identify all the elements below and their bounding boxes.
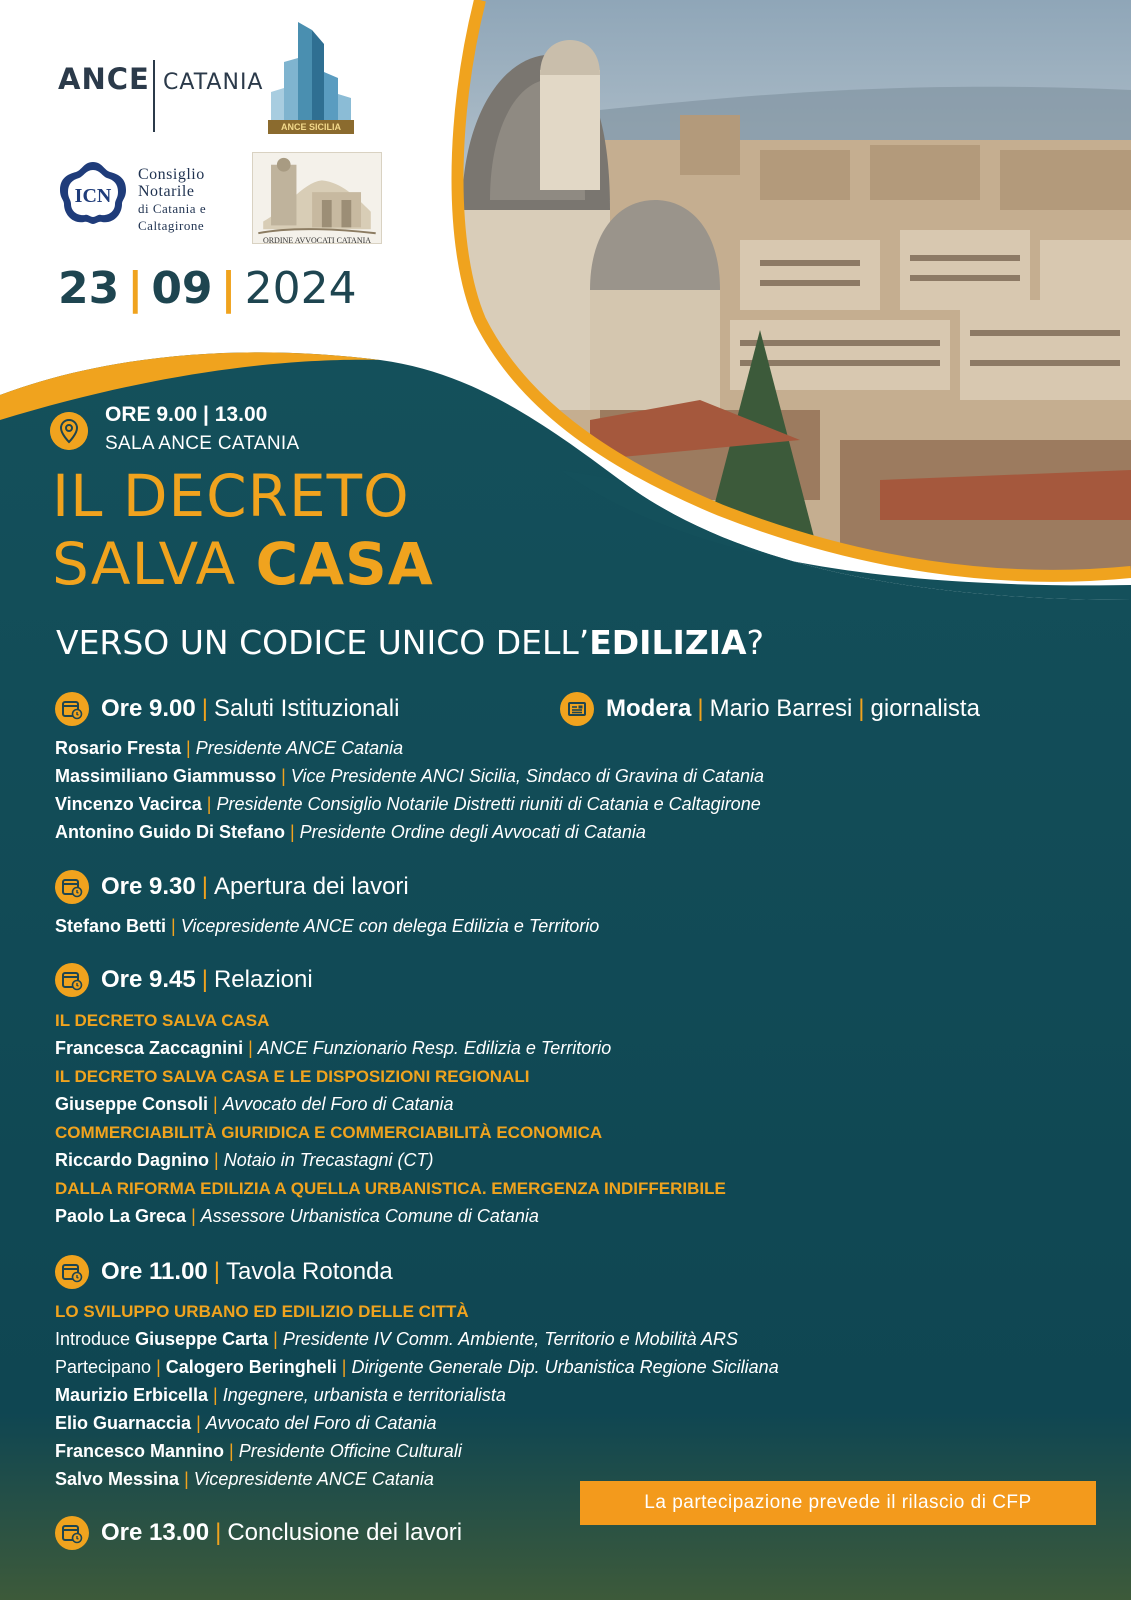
speaker-name: Maurizio Erbicella <box>55 1385 209 1405</box>
speaker-role: ANCE Funzionario Resp. Edilizia e Territorio <box>257 1038 612 1058</box>
speaker-line <box>55 1094 454 1115</box>
pipe-separator: | <box>184 1469 189 1489</box>
calendar-clock-icon <box>55 1255 89 1289</box>
date-year: 2024 <box>244 263 357 314</box>
speaker-line <box>55 1441 462 1462</box>
speaker-line <box>55 1150 433 1171</box>
speaker-line <box>55 822 646 843</box>
speaker-role: Presidente ANCE Catania <box>195 738 404 758</box>
pipe-separator: | <box>196 1413 201 1433</box>
talk-topic: LO SVILUPPO URBANO ED EDILIZIO DELLE CITTÀ <box>55 1302 469 1321</box>
calendar-clock-icon <box>55 692 89 726</box>
title-casa: CASA <box>255 530 434 598</box>
speaker-role: Avvocato del Foro di Catania <box>205 1413 437 1433</box>
talk-topic: COMMERCIABILITÀ GIURIDICA E COMMERCIABILITÀ ECONOMICA <box>55 1123 603 1142</box>
pipe-separator: | <box>214 1150 219 1170</box>
speaker-name: Salvo Messina <box>55 1469 180 1489</box>
speaker-line <box>55 1357 779 1378</box>
section-label: Tavola Rotonda <box>226 1258 393 1285</box>
section-time: Ore 9.45 <box>101 966 196 993</box>
pipe-separator: | <box>697 695 704 722</box>
talk-topic: DALLA RIFORMA EDILIZIA A QUELLA URBANISTICA. EMERGENZA INDIFFERIBILE <box>55 1179 726 1198</box>
pipe-separator: | <box>213 1258 220 1285</box>
notarile-line-2: Notarile <box>138 183 195 200</box>
speaker-name: Elio Guarnaccia <box>55 1413 192 1433</box>
speaker-name: Stefano Betti <box>55 916 167 936</box>
date-separator: | <box>220 263 237 314</box>
speaker-name: Calogero Beringheli <box>165 1357 337 1377</box>
pipe-separator: | <box>206 794 212 814</box>
ance-logo: ANCE <box>58 62 150 96</box>
section-label: Conclusione dei lavori <box>227 1519 463 1546</box>
speaker-role: Dirigente Generale Dip. Urbanistica Regione Siciliana <box>351 1357 779 1377</box>
moderator-name: Mario Barresi <box>709 695 853 722</box>
speaker-line <box>55 1329 738 1350</box>
speaker-role: Avvocato del Foro di Catania <box>222 1094 454 1114</box>
pipe-separator: | <box>201 695 208 722</box>
speaker-role: Presidente IV Comm. Ambiente, Territorio e Mobilità ARS <box>282 1329 738 1349</box>
section-label: Apertura dei lavori <box>213 873 409 900</box>
event-subtitle <box>56 623 764 662</box>
svg-text:ICN: ICN <box>74 185 112 207</box>
introduce-label: Introduce <box>55 1329 131 1349</box>
speaker-role: Vice Presidente ANCI Sicilia, Sindaco di Gravina di Catania <box>290 766 765 786</box>
pipe-separator: | <box>213 1094 218 1114</box>
pipe-separator: | <box>248 1038 253 1058</box>
avvocati-logo-image <box>252 152 382 244</box>
date-separator: | <box>127 263 144 314</box>
date-month: 09 <box>151 263 213 314</box>
speaker-line <box>55 1206 539 1227</box>
location-pin-icon <box>50 412 88 450</box>
partecipano-label: Partecipano <box>55 1357 152 1377</box>
calendar-clock-icon <box>55 1516 89 1550</box>
section-time: Ore 9.30 <box>101 873 196 900</box>
ance-sicilia-logo <box>266 22 356 134</box>
section-label: Saluti Istituzionali <box>213 695 400 722</box>
pipe-separator: | <box>186 738 191 758</box>
speaker-name: Paolo La Greca <box>55 1206 187 1226</box>
pipe-separator: | <box>171 916 176 936</box>
speaker-role: Ingegnere, urbanista e territorialista <box>222 1385 506 1405</box>
event-title-line-1: IL DECRETO <box>52 462 410 530</box>
speaker-name: Massimiliano Giammusso <box>55 766 277 786</box>
pipe-separator: | <box>191 1206 196 1226</box>
speaker-role: Presidente Officine Culturali <box>238 1441 462 1461</box>
section-time: Ore 9.00 <box>101 695 196 722</box>
moderator <box>560 692 980 726</box>
section-tavola-rotonda <box>55 1255 393 1289</box>
calendar-clock-icon <box>55 870 89 904</box>
pipe-separator: | <box>281 766 286 786</box>
pipe-separator: | <box>229 1441 234 1461</box>
section-time: Ore 13.00 <box>101 1519 210 1546</box>
speaker-name: Francesca Zaccagnini <box>55 1038 244 1058</box>
speaker-name: Giuseppe Carta <box>135 1329 269 1349</box>
pipe-separator: | <box>858 695 865 722</box>
notarile-line-1: Consiglio <box>138 166 205 183</box>
notarile-logo-text <box>138 166 206 234</box>
subtitle-part-1: VERSO UN CODICE UNICO DELL’ <box>56 623 590 662</box>
speaker-name: Francesco Mannino <box>55 1441 225 1461</box>
pipe-separator: | <box>289 822 295 842</box>
section-conclusione <box>55 1516 462 1550</box>
speaker-name: Giuseppe Consoli <box>55 1094 209 1114</box>
venue-time: ORE 9.00 | 13.00 <box>105 403 268 426</box>
logo-divider <box>153 60 155 132</box>
venue-place: SALA ANCE CATANIA <box>105 433 300 454</box>
speaker-role: Presidente Consiglio Notarile Distretti riuniti di Catania e Caltagirone <box>216 794 761 814</box>
avvocati-logo-label: ORDINE AVVOCATI CATANIA <box>262 236 372 245</box>
calendar-clock-icon <box>55 963 89 997</box>
speaker-line <box>55 916 599 937</box>
speaker-line <box>55 738 403 759</box>
pipe-separator: | <box>273 1329 278 1349</box>
title-salva: SALVA <box>52 530 256 598</box>
speaker-role: Vicepresidente ANCE Catania <box>193 1469 434 1489</box>
pipe-separator: | <box>156 1357 161 1377</box>
speaker-line <box>55 1038 611 1059</box>
pipe-separator: | <box>341 1357 347 1377</box>
subtitle-part-3: ? <box>746 623 765 662</box>
speaker-name: Rosario Fresta <box>55 738 182 758</box>
speaker-line <box>55 1469 434 1490</box>
notarile-line-3: di Catania e <box>138 201 207 216</box>
speaker-line <box>55 1413 437 1434</box>
section-relazioni <box>55 963 313 997</box>
event-title-line-2 <box>52 530 434 598</box>
date-day: 23 <box>58 263 120 314</box>
pipe-separator: | <box>213 1385 218 1405</box>
speaker-line <box>55 1385 506 1406</box>
moderator-role: giornalista <box>870 695 980 722</box>
talk-topic: IL DECRETO SALVA CASA E LE DISPOSIZIONI REGIONALI <box>55 1067 530 1086</box>
moderator-label: Modera <box>606 695 692 722</box>
pipe-separator: | <box>201 966 208 993</box>
newspaper-icon <box>560 692 594 726</box>
pipe-separator: | <box>215 1519 222 1546</box>
speaker-line <box>55 766 764 787</box>
speaker-name: Antonino Guido Di Stefano <box>55 822 285 842</box>
speaker-role: Presidente Ordine degli Avvocati di Catania <box>299 822 646 842</box>
section-time: Ore 11.00 <box>101 1258 208 1285</box>
section-label: Relazioni <box>213 966 313 993</box>
section-apertura <box>55 870 409 904</box>
pipe-separator: | <box>201 873 208 900</box>
cfp-notice: La partecipazione prevede il rilascio di CFP <box>580 1481 1096 1525</box>
speaker-name: Vincenzo Vacirca <box>55 794 202 814</box>
event-date <box>58 263 357 314</box>
speaker-role: Notaio in Trecastagni (CT) <box>223 1150 434 1170</box>
talk-topic: IL DECRETO SALVA CASA <box>55 1011 270 1030</box>
ance-city-label: CATANIA <box>163 70 264 95</box>
speaker-name: Riccardo Dagnino <box>55 1150 210 1170</box>
speaker-role: Vicepresidente ANCE con delega Edilizia e Territorio <box>180 916 600 936</box>
speaker-role: Assessore Urbanistica Comune di Catania <box>200 1206 539 1226</box>
ance-sicilia-label: ANCE SICILIA <box>268 120 354 134</box>
subtitle-part-2: EDILIZIA <box>589 623 747 662</box>
notarile-logo-icon <box>58 160 128 226</box>
section-saluti <box>55 692 399 726</box>
speaker-line <box>55 794 761 815</box>
notarile-line-4: Caltagirone <box>138 218 205 233</box>
